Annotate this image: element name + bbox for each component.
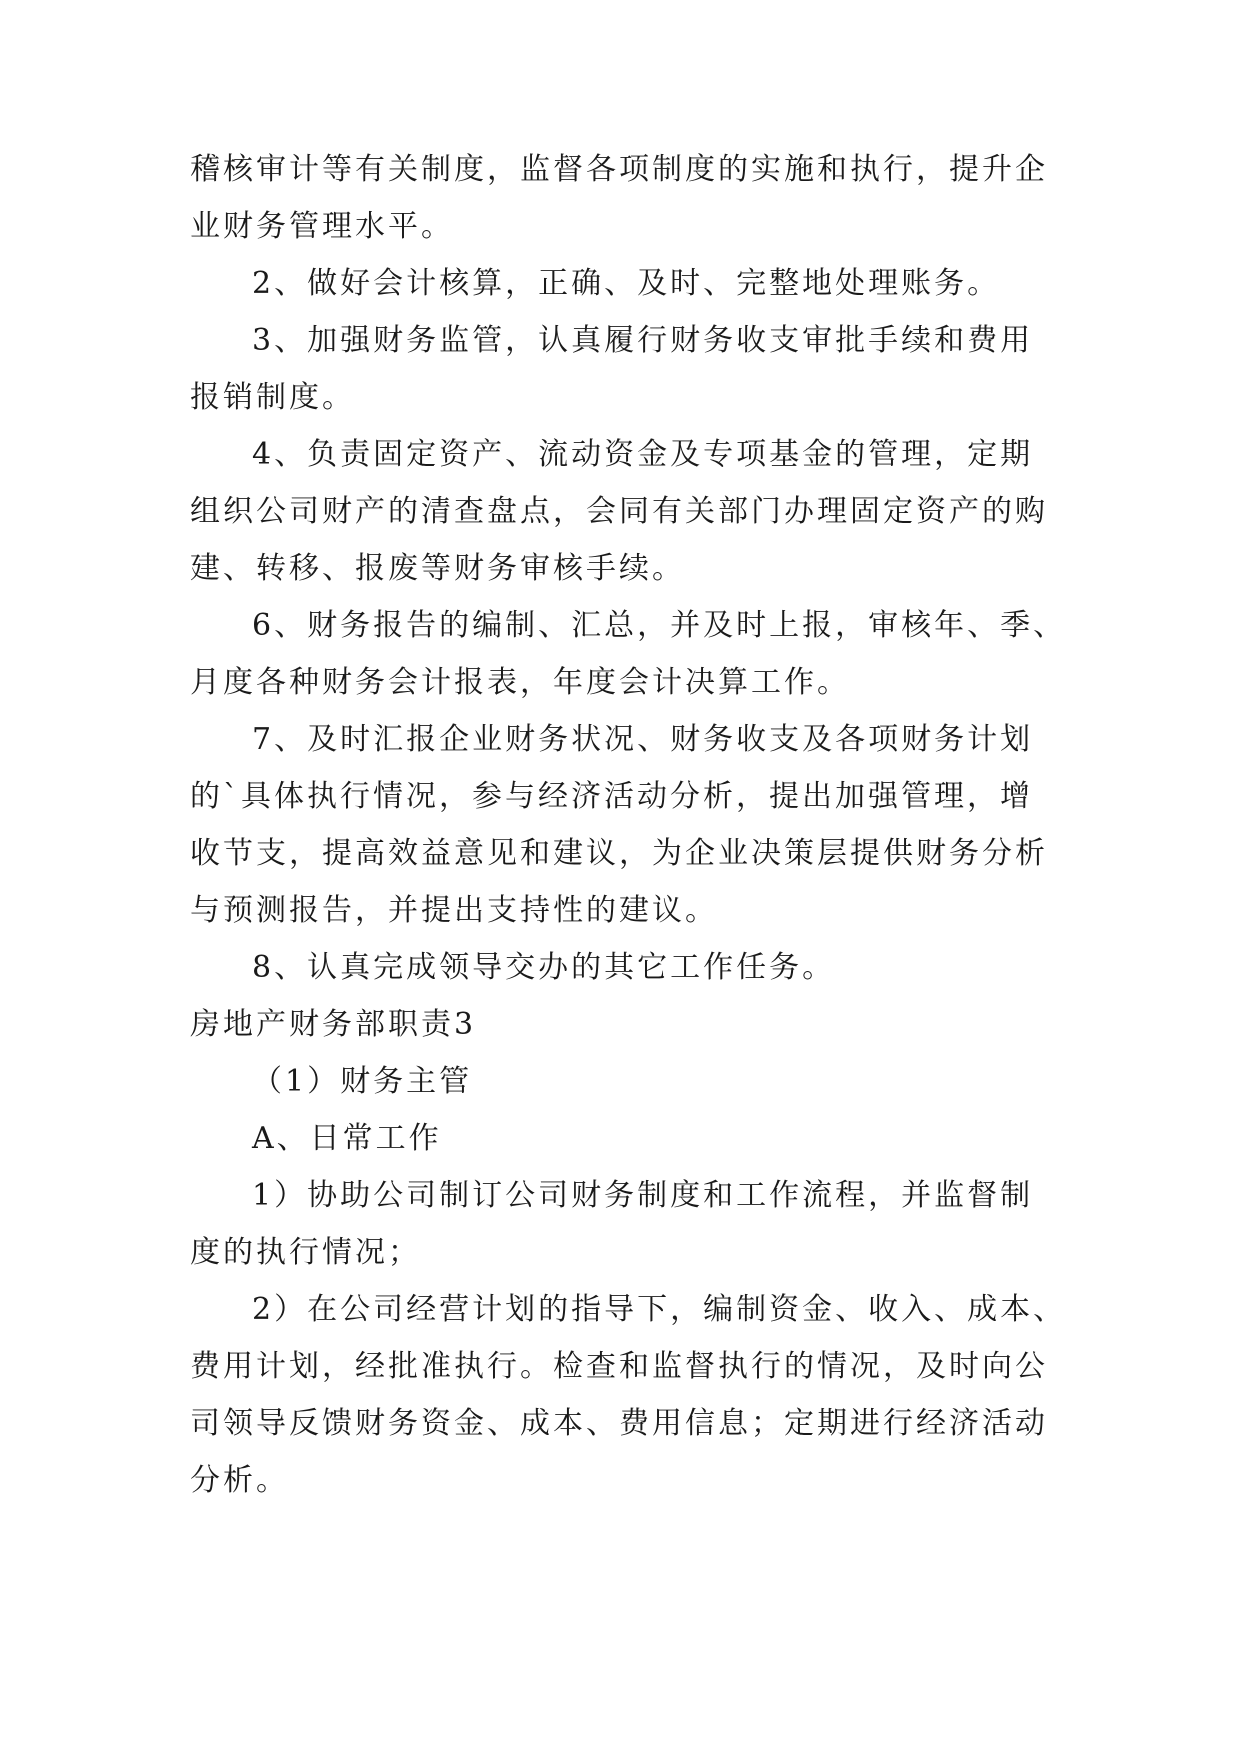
paragraph-line: （1）财务主管 xyxy=(252,1064,473,1099)
paragraph-line: 的`具体执行情况，参与经济活动分析，提出加强管理，增 xyxy=(190,779,1033,814)
paragraph-line: 4、负责固定资产、流动资金及专项基金的管理，定期 xyxy=(252,437,1034,472)
paragraph-line: 6、财务报告的编制、汇总，并及时上报，审核年、季、 xyxy=(252,608,1067,643)
paragraph-line: 2）在公司经营计划的指导下，编制资金、收入、成本、 xyxy=(252,1292,1067,1327)
paragraph-line: 7、及时汇报企业财务状况、财务收支及各项财务计划 xyxy=(252,722,1034,757)
paragraph-line: A、日常工作 xyxy=(252,1121,442,1156)
paragraph-line: 分析。 xyxy=(190,1463,289,1498)
paragraph-line: 收节支，提高效益意见和建议，为企业决策层提供财务分析 xyxy=(190,836,1048,871)
paragraph-line: 稽核审计等有关制度，监督各项制度的实施和执行，提升企 xyxy=(190,152,1048,187)
paragraph-line: 2、做好会计核算，正确、及时、完整地处理账务。 xyxy=(252,266,1001,301)
paragraph-line: 业财务管理水平。 xyxy=(190,209,454,244)
paragraph-line: 1）协助公司制订公司财务制度和工作流程，并监督制 xyxy=(252,1178,1034,1213)
paragraph-line: 月度各种财务会计报表，年度会计决算工作。 xyxy=(190,665,850,700)
paragraph-line: 度的执行情况； xyxy=(190,1235,421,1270)
paragraph-line: 司领导反馈财务资金、成本、费用信息；定期进行经济活动 xyxy=(190,1406,1048,1441)
paragraph-line: 报销制度。 xyxy=(190,380,355,415)
paragraph-line: 与预测报告，并提出支持性的建议。 xyxy=(190,893,718,928)
section-heading: 房地产财务部职责3 xyxy=(190,1007,477,1042)
paragraph-line: 费用计划，经批准执行。检查和监督执行的情况，及时向公 xyxy=(190,1349,1048,1384)
paragraph-line: 3、加强财务监管，认真履行财务收支审批手续和费用 xyxy=(252,323,1034,358)
paragraph-line: 组织公司财产的清查盘点，会同有关部门办理固定资产的购 xyxy=(190,494,1048,529)
paragraph-line: 建、转移、报废等财务审核手续。 xyxy=(190,551,685,586)
paragraph-line: 8、认真完成领导交办的其它工作任务。 xyxy=(252,950,836,985)
